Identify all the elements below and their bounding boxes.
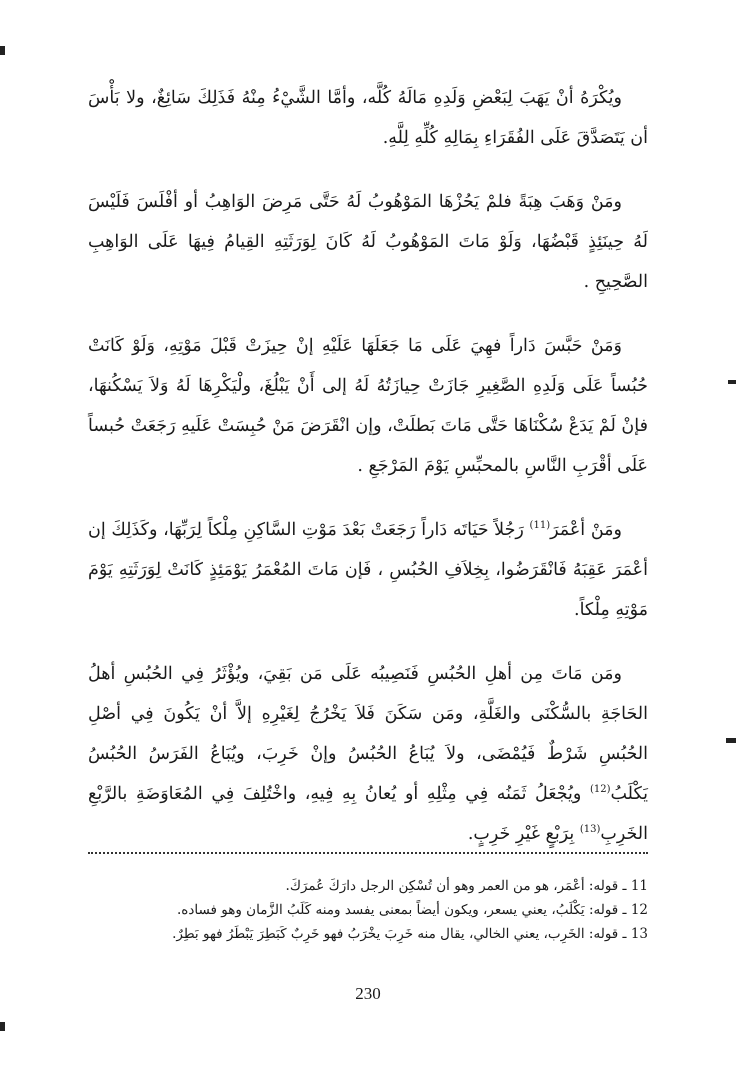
footnote-reference: (13) — [579, 824, 601, 836]
footnote-divider — [88, 852, 648, 856]
paragraph: ويُكْرَهُ أنْ يَهَبَ لِبَعْضِ وَلَدِهِ مَالَهُ كُلَّه، وأمَّا الشَّيْءُ مِنْهُ فَذَلِكَ سَائِغٌ، ولا بَأْسَ أن يَتَصَدَّقَ عَلَى الفُقَرَاءِ بِمَالِهِ كُلِّهِ لِلَّهِ. — [88, 88, 648, 148]
paragraph: وَمَنْ حَبَّسَ دَاراً فهِيَ عَلَى مَا جَعَلَهَا عَلَيْهِ إنْ حِيزَتْ قَبْلَ مَوْتِهِ، وَلَوْ كَانَتْ حُبُساً عَلَى وَلَدِهِ الصَّغِيرِ جَازَتْ حِيازَتُهُ لَهُ إلى أَنْ يَبْلُغَ، ولْيَكْرِهَا لَهُ وَلاَ يَسْكُنهَا، فإنْ لَمْ يَدَعْ سُكْنَاهَا حَتَّى مَاتَ بَطلَتْ، وإن انْقَرَضَ مَنْ حُبِسَتْ عَلَيهِ رَجَعَتْ حُبساً عَلَى أقْرَبِ النَّاسِ بالمحبِّسِ يَوْمَ المَرْجَعِ . — [88, 336, 648, 476]
footnote: 12 ـ قوله: يَكْلَبُ، يعني يسعر، ويكون أيضاً بمعنى يفسد ومنه كَلَبُ الزَّمان وهو فساده. — [176, 902, 648, 918]
paragraph-text: ويُجْعَلُ ثَمَنُه فِي مِثْلِهِ أو يُعانُ بِهِ فِيهِ، واخْتُلِفَ فِي المُعَاوَضَةِ بالرَّبْعِ الخَرِبِ — [88, 784, 648, 844]
paragraph-text: بِرَبْعٍ غَيْرِ خَرِبٍ. — [467, 824, 580, 844]
footnote: 13 ـ قوله: الخَرِب، يعني الخالي، يقال منه خَرِبَ يخْرَبُ فهو خَرِبٌ كَبَطِرَ يَبْطَرُ فهو بَطِرٌ. — [172, 926, 648, 942]
scan-mark — [726, 738, 736, 743]
footnote: 11 ـ قوله: أعْمَر، هو من العمر وهو أن تُسْكِن الرجل دارَكَ عُمرَكَ. — [285, 878, 648, 894]
footnotes — [88, 874, 648, 946]
paragraph: ومَنْ وَهَبَ هِبَةً فلمْ يَحُزْهَا المَوْهُوبُ لَهُ حَتَّى مَرِضَ الوَاهِبُ أو أفْلَسَ فَلَيْسَ لَهُ حِينَئِذٍ قَبْضُهَا، وَلَوْ مَاتَ المَوْهُوبُ لَهُ كَانَ لِوَرَثَتِهِ القِيامُ فِيهَا عَلَى الوَاهِبِ الصَّحِيحِ . — [88, 192, 648, 292]
footnote-reference: (12) — [589, 784, 611, 796]
paragraph-text: ومَن مَاتَ مِن أهلِ الحُبُسِ فَنَصِيبُه عَلَى مَن بَقِيَ، ويُؤْثَرُ فِي الحُبُسِ أهلُ الحَاجَةِ بالسُّكْنَى والغَلَّةِ، ومَن سَكَنَ فَلاَ يَخْرُجُ لِغَيْرِهِ إلاَّ أنْ يَكُونَ فِي أصْلِ الحُبُسِ شَرْطٌ فَيُمْضَى، ولاَ يُبَاعُ الحُبُسُ وإنْ خَرِبَ، ويُبَاعُ الفَرَسُ الحُبُسُ يَكْلَبُ — [88, 664, 648, 804]
page-body — [88, 78, 648, 878]
page-number: 230 — [355, 984, 381, 1003]
scan-mark — [0, 46, 5, 55]
scan-mark — [0, 1022, 5, 1031]
paragraph — [88, 654, 648, 854]
scan-mark — [728, 380, 736, 384]
paragraph-text: ومَنْ أعْمَرَ — [550, 520, 622, 540]
footnote-reference: (11) — [529, 520, 551, 532]
paragraph — [88, 510, 648, 630]
paragraph-text: رَجُلاً حَيَاتَه دَاراً رَجَعَتْ بَعْدَ مَوْتِ السَّاكِنِ مِلْكاً لِرَبِّهَا، وكَذَلِكَ إن أعْمَرَ عَقِبَهُ فَانْقَرَضُوا، بِخِلاَفِ الحُبُسِ ، فَإن مَاتَ المُعْمَرُ يَوْمَئِذٍ كَانَتْ لِوَرَثَتِهِ يَوْمَ مَوْتِهِ مِلْكاً. — [88, 520, 648, 620]
